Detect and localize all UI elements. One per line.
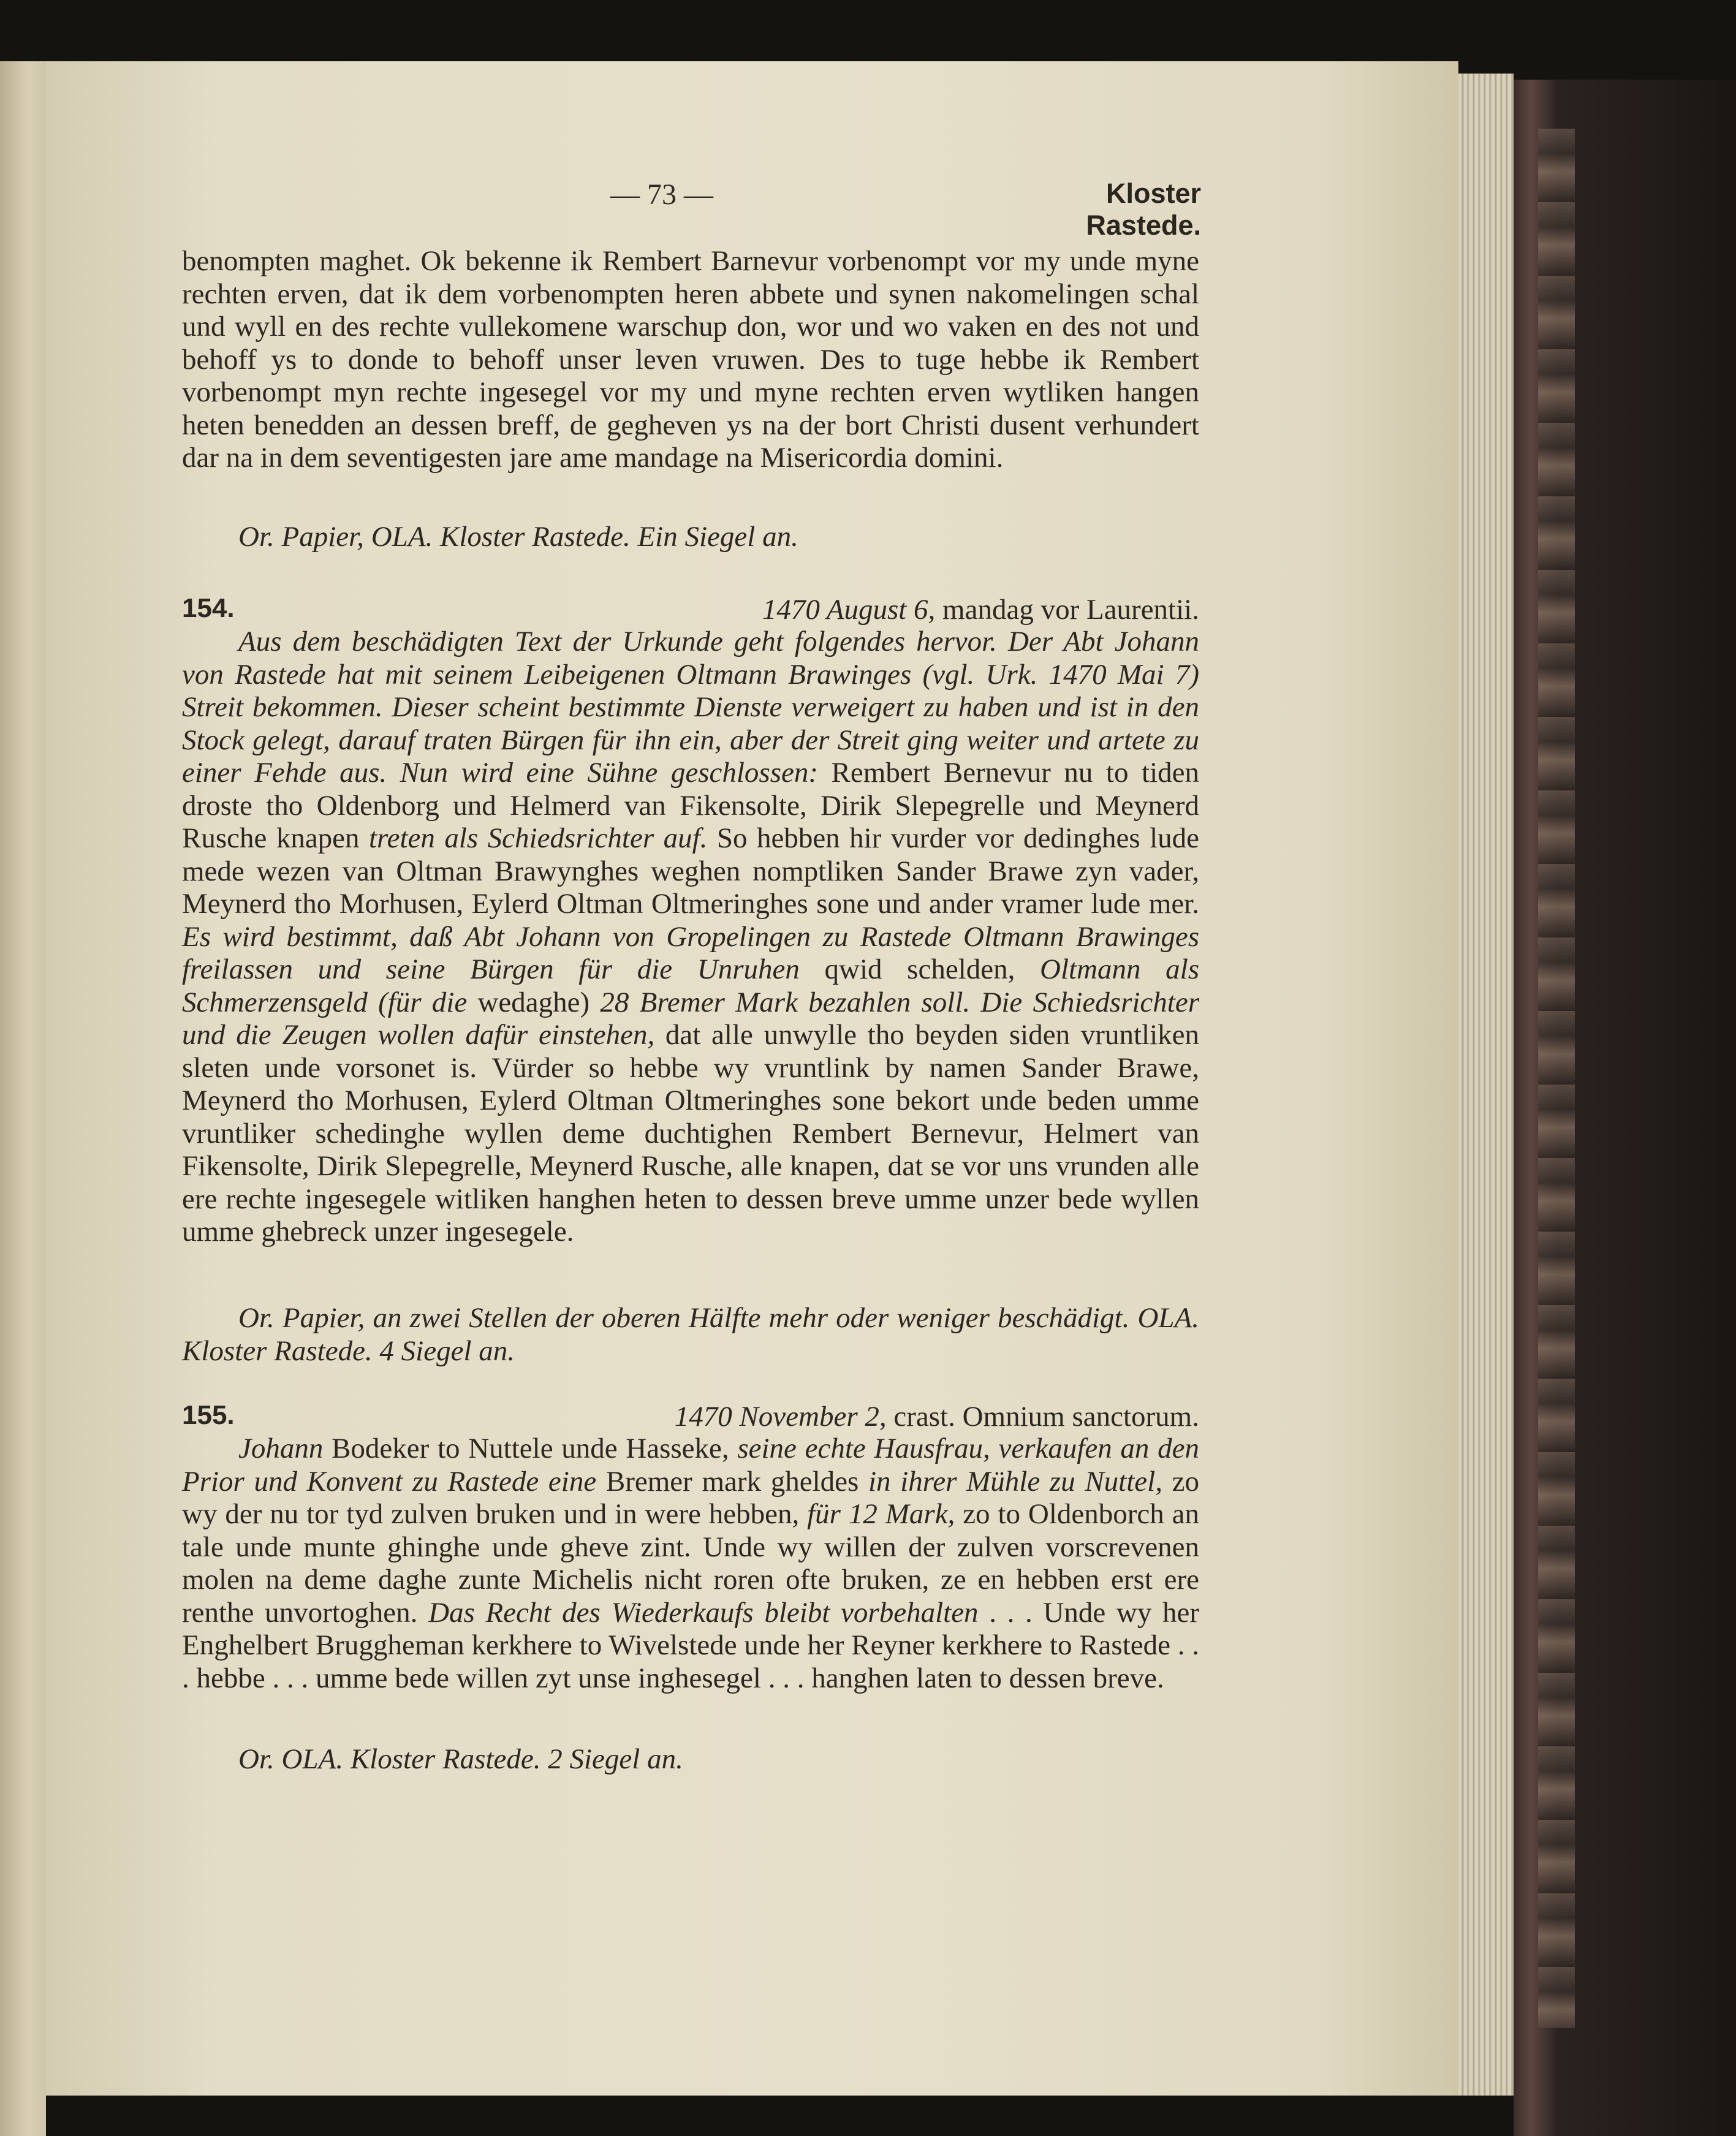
quoted-text: . . . Unde wy her Enghelbert Bruggheman kerkhere to Wivelstede unde her Reyner kerkhere to Rastede . . . hebbe . . . umme bede willen zyt unse inghesegel . . . hanghen laten to dessen breve. xyxy=(182,1596,1199,1694)
facing-page-edge xyxy=(0,61,46,2136)
regest-text: Das Recht des Wiederkaufs bleibt vorbehalten xyxy=(428,1596,979,1629)
date-rest: mandag vor Laurentii. xyxy=(935,594,1199,626)
entry-number: 155. xyxy=(182,1400,235,1430)
regest-text: in ihrer Mühle zu Nuttel, xyxy=(868,1465,1162,1498)
date-rest: crast. Omnium sanctorum. xyxy=(886,1401,1199,1433)
regest-text: 28 Bremer Mark bezahlen soll. Die Schiedsrichter und die Zeugen wollen dafür einstehen, xyxy=(182,986,1200,1051)
quoted-text: Rembert Bernevur nu to tiden droste tho Oldenborg und Helmerd van Fikensolte, Dirik Slepegrelle und Meynerd Rusche knapen xyxy=(182,757,1199,854)
quoted-text: So hebben hir vurder vor dedinghes lude mede wezen van Oltman Brawynghes weghen nomptliken Sander Brawe zyn vader, Meynerd tho Morhusen, Eylerd Oltman Oltmeringhes sone und ander vramer lude mer. xyxy=(182,822,1199,920)
running-title: Kloster Rastede. xyxy=(1086,178,1201,241)
quoted-text: Bremer mark gheldes xyxy=(596,1465,868,1498)
regest-text: Es wird bestimmt, daß Abt Johann von Gropelingen zu Rastede Oltmann Brawinges freilassen und seine Bürgen für die Unruhen xyxy=(182,920,1199,985)
continuation-text: benompten maghet. Ok bekenne ik Rembert Barnevur vorbenompt vor my unde myne rechten erven, dat ik dem vorbenompten heren abbete und synen nakomelingen schal und wyll en des rechte vullekomene warschup don, wor und wo vaken en des not und behoff ys to donde to behoff unser leven vruwen. Des to tuge hebbe ik Rembert vorbenompt myn rechte ingesegel vor my und myne rechten erven wytliken hangen heten benedden an dessen breff, de gegheven ys na der bort Christi dusent verhundert dar na in dem seventigesten jare ame mandage na Misericordia domini. xyxy=(182,245,1199,474)
entry-154-body xyxy=(182,626,1199,1249)
regest-text: Johann xyxy=(238,1433,324,1464)
page-number: — 73 — xyxy=(610,178,713,211)
entry-154-source xyxy=(182,1302,1199,1368)
entry-154-heading xyxy=(182,593,1199,630)
entry-date xyxy=(675,1400,1199,1433)
regest-text: für 12 Mark, xyxy=(807,1498,955,1530)
entry-number: 154. xyxy=(182,593,235,623)
regest-text: treten als Schiedsrichter auf. xyxy=(369,822,708,854)
source-note: Or. Papier, an zwei Stellen der oberen Hälfte mehr oder weniger beschädigt. OLA. Kloster Rastede. 4 Siegel an. xyxy=(182,1302,1199,1367)
page-block-edges xyxy=(1458,74,1514,2096)
source-note: Or. OLA. Kloster Rastede. 2 Siegel an. xyxy=(238,1743,683,1775)
quoted-text: qwid schelden, xyxy=(799,953,1040,985)
quoted-text: wedaghe) xyxy=(467,986,601,1018)
entry-155-source xyxy=(182,1743,1199,1776)
date-italic: 1470 August 6, xyxy=(762,594,936,626)
quoted-text: zo to Oldenborch an tale unde munte ghinghe unde gheve zint. Unde wy willen der zulven vorscrevenen molen na deme daghe zunte Michelis nicht roren ofte bruken, ze en hebben erst ere renthe unvortoghen. xyxy=(182,1498,1200,1629)
entry-155-heading xyxy=(182,1400,1199,1437)
page-header xyxy=(597,178,1210,241)
regest-text: Aus dem beschädigten Text der Urkunde geht folgendes hervor. Der Abt Johann von Rastede hat mit seinem Leibeigenen Oltmann Brawinges (vgl. Urk. 1470 Mai 7) Streit bekommen. Dieser scheint bestimmte Dienste verweigert zu haben und ist in den Stock gelegt, darauf traten Bürgen für ihn ein, aber der Streit ging weiter und artete zu einer Fehde aus. Nun wird eine Sühne geschlossen: xyxy=(182,626,1199,789)
quoted-text: Bodeker to Nuttele unde Hasseke, xyxy=(323,1433,738,1464)
regest-text: Oltmann als Schmerzensgeld (für die xyxy=(182,953,1199,1018)
continuation-source xyxy=(182,521,1199,554)
quoted-text: zo wy der nu tor tyd zulven bruken und in were hebben, xyxy=(182,1465,1199,1530)
source-note: Or. Papier, OLA. Kloster Rastede. Ein Siegel an. xyxy=(238,521,798,553)
quoted-text: dat alle unwylle tho beyden siden vruntliken sleten unde vorsonet is. Vürder so hebbe wy vruntlink by namen Sander Brawe, Meynerd tho Morhusen, Eylerd Oltman Oltmeringhes sone bekort unde beden umme vruntliker schedinghe wyllen deme duchtighen Rembert Bernevur, Helmert van Fikensolte, Dirik Slepegrelle, Meynerd Rusche, alle knapen, dat se vor uns vrunden alle ere rechte ingesegele witliken hanghen heten to dessen breve umme unzer bede wyllen umme ghebreck unzer ingesegele. xyxy=(182,1019,1199,1248)
entry-155-body xyxy=(182,1433,1199,1695)
book-cover xyxy=(1514,80,1736,2136)
date-italic: 1470 November 2, xyxy=(674,1401,887,1433)
regest-text: seine echte Hausfrau, verkaufen an den Prior und Konvent zu Rastede eine xyxy=(182,1433,1199,1498)
entry-date xyxy=(762,593,1199,626)
